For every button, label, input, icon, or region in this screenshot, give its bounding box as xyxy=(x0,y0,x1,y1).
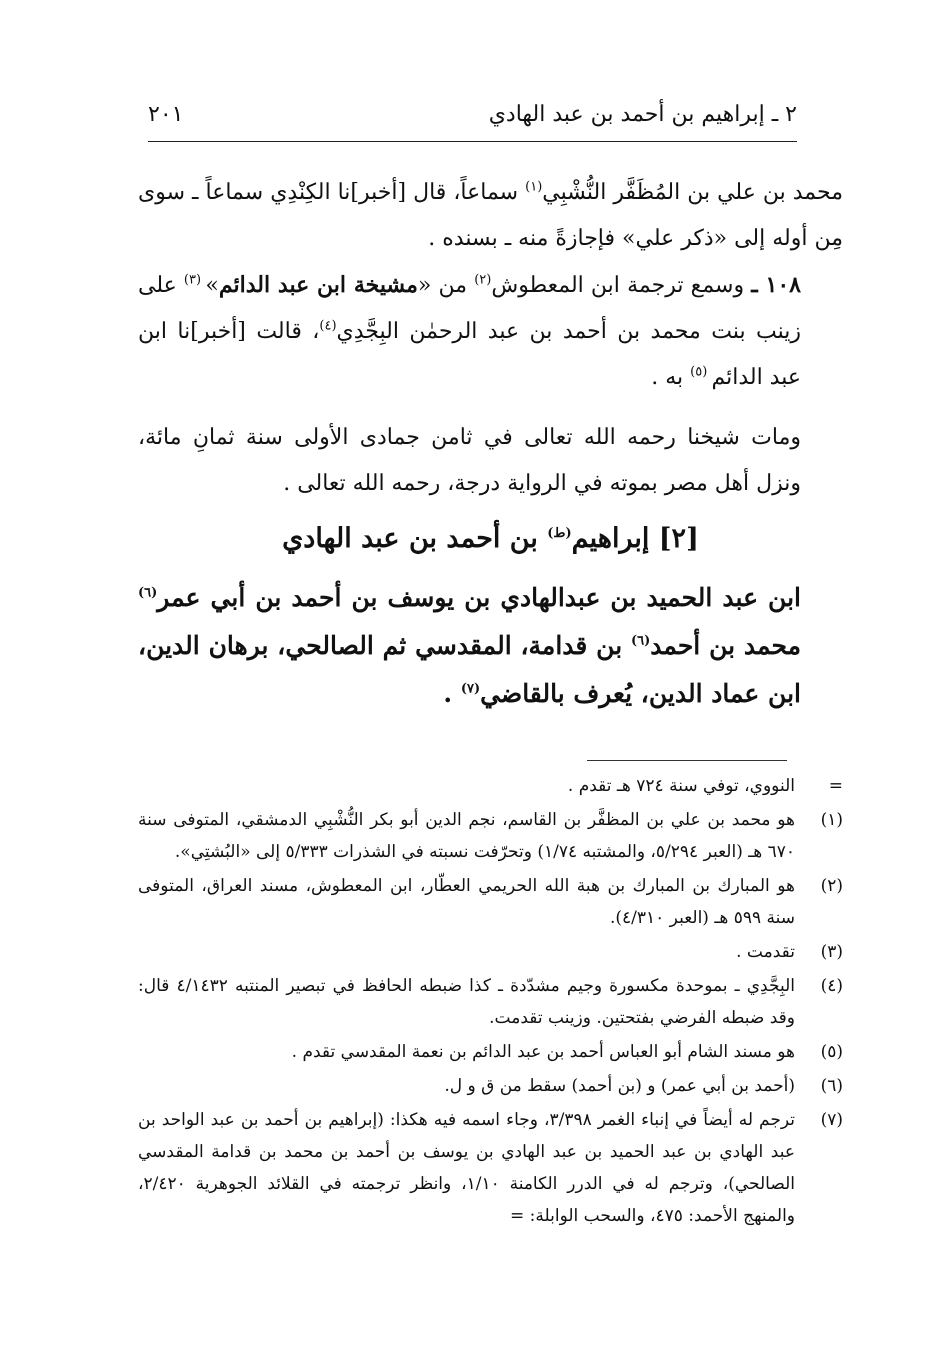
footnote-number: (٣) xyxy=(820,942,843,962)
lineage-text: محمد بن أحمد xyxy=(650,631,801,660)
heading-text: [٢] إبراهيم xyxy=(571,523,699,554)
entry-heading xyxy=(138,510,843,568)
footnote-text: هو المبارك بن المبارك بن هبة الله الحريمي العطّار، ابن المعطوش، مسند العراق، المتوفى سنة ٥٩٩ هـ (العبر ٤/٣١٠). xyxy=(138,876,795,928)
text-run: سماعاً، قال [أخبر]نا الكِنْدِي سماعاً ـ سوى مِن أوله إلى «ذكر علي» فإجازةً منه ـ بسنده . xyxy=(138,180,843,251)
main-text xyxy=(138,170,843,507)
footnote-text: هو محمد بن علي بن المظفَّر بن القاسم، نجم الدين أبو بكر النُّشْبِي الدمشقي، المتوفى سنة ٦٧٠ هـ (العبر ٥/٢٩٤، والمشتبه ١/٧٤) وتحرّفت نسبته في الشذرات ٥/٣٣٣ إلى «البُشتِي». xyxy=(138,810,795,862)
footnote-ref: (١) xyxy=(525,179,543,195)
footnote-ref: (٥) xyxy=(690,364,712,380)
footnote-number: (٧) xyxy=(820,1110,843,1130)
text-run: » xyxy=(205,273,219,298)
footnote xyxy=(138,1070,843,1102)
lineage-text: ابن عبد الحميد بن عبدالهادي بن يوسف بن أحمد بن أبي عمر xyxy=(157,583,801,612)
lineage-paragraph xyxy=(138,574,843,718)
lineage-text: . xyxy=(443,679,461,708)
footnote xyxy=(138,970,843,1034)
footnote-number: (٦) xyxy=(820,1076,843,1096)
book-title: مشيخة ابن عبد الدائم xyxy=(218,272,418,298)
footnote-ref: (ط) xyxy=(547,526,572,541)
footnote-text: هو مسند الشام أبو العباس أحمد بن عبد الدائم بن نعمة المقدسي تقدم . xyxy=(291,1042,795,1062)
footnotes xyxy=(138,770,843,1234)
footnote-number: (٢) xyxy=(820,876,843,896)
text-run: به . xyxy=(651,365,691,390)
text-run: من « xyxy=(417,273,475,298)
footnote-text: ترجم له أيضاً في إنباء الغمر ٣/٣٩٨، وجاء اسمه فيه هكذا: (إبراهيم بن أحمد بن عبد الواحد بن عبد الهادي بن عبد الحميد بن عبد الهادي بن يوسف بن أحمد بن محمد بن قدامة المقدسي الصالحي)، وترجم له في الدرر الكامنة ١/١٠، وانظر ترجمته في القلائد الجوهرية ٢/٤٢٠، والمنهج الأحمد: ٤٧٥، والسحب الوابلة: = xyxy=(138,1110,795,1226)
footnote-text: البِجَّدِي ـ بموحدة مكسورة وجيم مشدّدة ـ كذا ضبطه الحافظ في تبصير المنتبه ٤/١٤٣٢ قال: وقد ضبطه الفرضي بفتحتين. وزينب تقدمت. xyxy=(138,976,795,1028)
footnote-ref: (٦) xyxy=(138,585,158,601)
footnote-number: = xyxy=(828,776,843,796)
paragraph-108 xyxy=(138,262,843,401)
paragraph-death: ومات شيخنا رحمه الله تعالى في ثامن جمادى الأولى سنة ثمانِ مائة، ونزل أهل مصر بموته في الرواية درجة، رحمه الله تعالى . xyxy=(138,425,801,496)
footnote-text: النووي، توفي سنة ٧٢٤ هـ تقدم . xyxy=(567,776,795,796)
footnote-text: تقدمت . xyxy=(736,942,795,962)
running-title: ٢ ـ إبراهيم بن أحمد بن عبد الهادي xyxy=(488,101,797,127)
heading-text: بن أحمد بن عبد الهادي xyxy=(282,523,548,554)
footnote-ref: (٤) xyxy=(319,318,337,334)
text-run: على زينب بنت محمد بن أحمد بن عبد الرحمٰن البِجَّدِي xyxy=(138,273,801,344)
page-number: ٢٠١ xyxy=(148,101,184,127)
footnote-separator xyxy=(587,760,787,761)
paragraph-1 xyxy=(138,170,843,262)
lineage-text: بن قدامة، المقدسي ثم الصالحي، برهان الدين، ابن عماد الدين، يُعرف بالقاضي xyxy=(138,631,801,708)
item-number: ١٠٨ ـ xyxy=(751,272,801,298)
footnote xyxy=(138,770,843,802)
footnote xyxy=(138,1104,843,1232)
text-run: محمد بن علي بن المُظَفَّر النُّشْبِي xyxy=(542,180,843,205)
text-run: ، قالت [أخبر]نا ابن عبد الدائم xyxy=(138,319,801,390)
header-rule xyxy=(148,141,797,142)
footnote-text: (أحمد بن أبي عمر) و (بن أحمد) سقط من ق و ل. xyxy=(444,1076,795,1096)
footnote-ref: (٧) xyxy=(460,681,481,697)
footnote-ref: (٣) xyxy=(183,272,206,288)
footnote xyxy=(138,936,843,968)
entry-lineage xyxy=(138,574,843,718)
text-run: وسمع ترجمة ابن المعطوش xyxy=(491,273,752,298)
page-header xyxy=(148,88,797,140)
footnote-number: (٥) xyxy=(820,1042,843,1062)
footnote-number: (٤) xyxy=(820,976,843,996)
footnote-ref: (٢) xyxy=(474,272,492,288)
footnote xyxy=(138,870,843,934)
footnote xyxy=(138,1036,843,1068)
footnote-ref: (٦) xyxy=(630,633,651,649)
footnote-number: (١) xyxy=(820,810,843,830)
footnote xyxy=(138,804,843,868)
